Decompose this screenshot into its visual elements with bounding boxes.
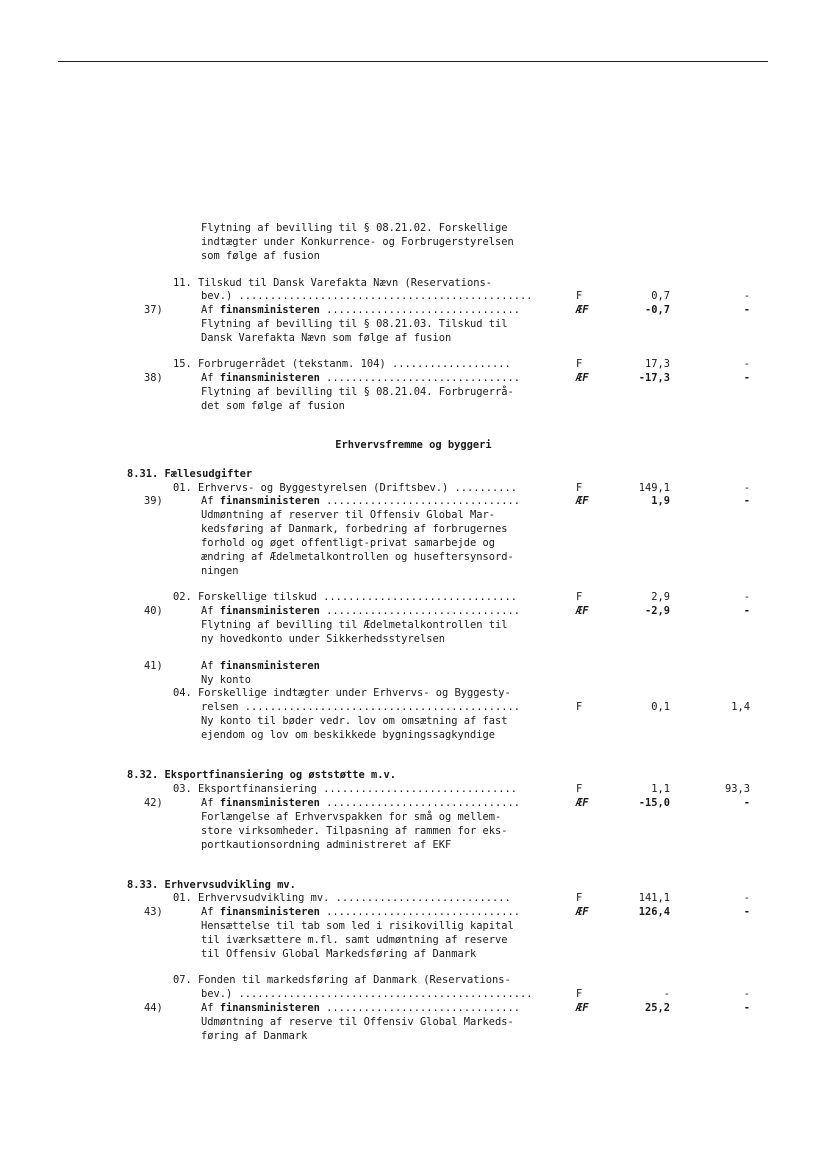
f-marker: F <box>576 783 583 795</box>
item-01-title: 01. Erhvervsudvikling mv. ............................ <box>173 892 511 904</box>
note-ref-41: 41) <box>144 660 163 672</box>
note-ref-38: 38) <box>144 372 163 384</box>
note-line: portkautionsordning administreret af EKF <box>201 839 452 851</box>
note-line: til iværksættere m.fl. samt udmøntning af reserve <box>201 934 508 946</box>
item-11-title: bev.) ............................................... <box>201 290 533 302</box>
value-col2: - <box>743 304 750 316</box>
value-col2: - <box>743 358 750 370</box>
item-07-title: 07. Fonden til markedsføring af Danmark (Reservations- <box>173 974 511 986</box>
note-line: Flytning af bevilling til § 08.21.04. Forbrugerrå- <box>201 386 514 398</box>
note-line: Udmøntning af reserve til Offensiv Global Markeds- <box>201 1016 514 1028</box>
item-15-title: 15. Forbrugerrådet (tekstanm. 104) ................... <box>173 358 511 370</box>
value-col1: 149,1 <box>638 482 670 494</box>
f-marker: F <box>576 482 583 494</box>
f-marker: F <box>576 591 583 603</box>
note-line: Forlængelse af Erhvervspakken for små og mellem- <box>201 811 502 823</box>
note-line: til Offensiv Global Markedsføring af Danmark <box>201 948 477 960</box>
note-line: ejendom og lov om beskikkede bygningssagkyndige <box>201 729 496 741</box>
value-col2: - <box>743 495 750 507</box>
new-account-label: Ny konto <box>201 674 252 686</box>
value-col1: 141,1 <box>638 892 670 904</box>
ef-marker: ÆF <box>576 372 589 384</box>
value-col1: 1,1 <box>651 783 670 795</box>
f-marker: F <box>576 358 583 370</box>
item-04-title: relsen ............................................ <box>201 701 521 713</box>
af-line: Af finansministeren ............................... <box>201 797 521 809</box>
value-col1: 2,9 <box>651 591 670 603</box>
note-line: det som følge af fusion <box>201 400 345 412</box>
item-01-title: 01. Erhvervs- og Byggestyrelsen (Driftsbev.) .......... <box>173 482 518 494</box>
af-line: Af finansministeren ............................... <box>201 906 521 918</box>
note-line: Flytning af bevilling til § 08.21.03. Tilskud til <box>201 318 508 330</box>
value-col1: 25,2 <box>644 1002 670 1014</box>
value-col1: 0,7 <box>651 290 670 302</box>
note-line: Flytning af bevilling til Ædelmetalkontrollen til <box>201 619 508 631</box>
value-col2: - <box>743 372 750 384</box>
value-col2: 93,3 <box>724 783 750 795</box>
section-title: Erhvervsfremme og byggeri <box>335 439 492 451</box>
note-line: kedsføring af Danmark, forbedring af forbrugernes <box>201 523 508 535</box>
intro-line: indtægter under Konkurrence- og Forbrugerstyrelsen <box>201 236 514 248</box>
value-col1: 1,9 <box>651 495 670 507</box>
value-col2: - <box>743 892 750 904</box>
value-col2: 1,4 <box>731 701 750 713</box>
ef-marker: ÆF <box>576 605 589 617</box>
note-line: føring af Danmark <box>201 1030 308 1042</box>
value-col1: 126,4 <box>638 906 670 918</box>
note-line: Dansk Varefakta Nævn som følge af fusion <box>201 332 452 344</box>
note-ref-40: 40) <box>144 605 163 617</box>
af-line: Af finansministeren ............................... <box>201 495 521 507</box>
heading-8-31: 8.31. Fællesudgifter <box>127 468 253 480</box>
item-04-title: 04. Forskellige indtægter under Erhvervs- og Byggesty- <box>173 687 511 699</box>
header-rule <box>58 61 768 62</box>
value-col1: -2,9 <box>644 605 670 617</box>
note-line: ændring af Ædelmetalkontrollen og huseftersynsord- <box>201 551 514 563</box>
note-ref-37: 37) <box>144 304 163 316</box>
af-line: Af finansministeren ............................... <box>201 1002 521 1014</box>
ef-marker: ÆF <box>576 797 589 809</box>
af-line: Af finansministeren ............................... <box>201 605 521 617</box>
note-line: store virksomheder. Tilpasning af rammen for eks- <box>201 825 508 837</box>
intro-line: som følge af fusion <box>201 250 320 262</box>
note-line: forhold og øget offentligt-privat samarbejde og <box>201 537 496 549</box>
af-line: Af finansministeren ............................... <box>201 372 521 384</box>
value-col1: -15,0 <box>638 797 670 809</box>
value-col1: - <box>663 988 670 1000</box>
ef-marker: ÆF <box>576 304 589 316</box>
heading-8-33: 8.33. Erhvervsudvikling mv. <box>127 879 296 891</box>
note-ref-43: 43) <box>144 906 163 918</box>
item-03-title: 03. Eksportfinansiering ............................... <box>173 783 518 795</box>
value-col2: - <box>743 797 750 809</box>
af-line: Af finansministeren <box>201 660 320 672</box>
af-line: Af finansministeren ............................... <box>201 304 521 316</box>
value-col2: - <box>743 906 750 918</box>
ef-marker: ÆF <box>576 495 589 507</box>
heading-8-32: 8.32. Eksportfinansiering og øststøtte m.v. <box>127 769 396 781</box>
value-col2: - <box>743 482 750 494</box>
item-07-title: bev.) ............................................... <box>201 988 533 1000</box>
note-ref-44: 44) <box>144 1002 163 1014</box>
value-col2: - <box>743 988 750 1000</box>
item-11-title: 11. Tilskud til Dansk Varefakta Nævn (Reservations- <box>173 277 493 289</box>
note-line: Ny konto til bøder vedr. lov om omsætning af fast <box>201 715 508 727</box>
value-col1: 0,1 <box>651 701 670 713</box>
note-line: Udmøntning af reserver til Offensiv Global Mar- <box>201 509 496 521</box>
note-ref-39: 39) <box>144 495 163 507</box>
f-marker: F <box>576 988 583 1000</box>
f-marker: F <box>576 892 583 904</box>
ef-marker: ÆF <box>576 1002 589 1014</box>
value-col2: - <box>743 1002 750 1014</box>
f-marker: F <box>576 701 583 713</box>
note-ref-42: 42) <box>144 797 163 809</box>
ef-marker: ÆF <box>576 906 589 918</box>
value-col1: 17,3 <box>644 358 670 370</box>
value-col2: - <box>743 605 750 617</box>
value-col1: -17,3 <box>638 372 670 384</box>
value-col2: - <box>743 591 750 603</box>
note-line: ny hovedkonto under Sikkerhedsstyrelsen <box>201 633 445 645</box>
f-marker: F <box>576 290 583 302</box>
value-col2: - <box>743 290 750 302</box>
intro-line: Flytning af bevilling til § 08.21.02. Forskellige <box>201 222 508 234</box>
item-02-title: 02. Forskellige tilskud ............................... <box>173 591 518 603</box>
value-col1: -0,7 <box>644 304 670 316</box>
note-line: ningen <box>201 565 239 577</box>
note-line: Hensættelse til tab som led i risikovillig kapital <box>201 920 514 932</box>
